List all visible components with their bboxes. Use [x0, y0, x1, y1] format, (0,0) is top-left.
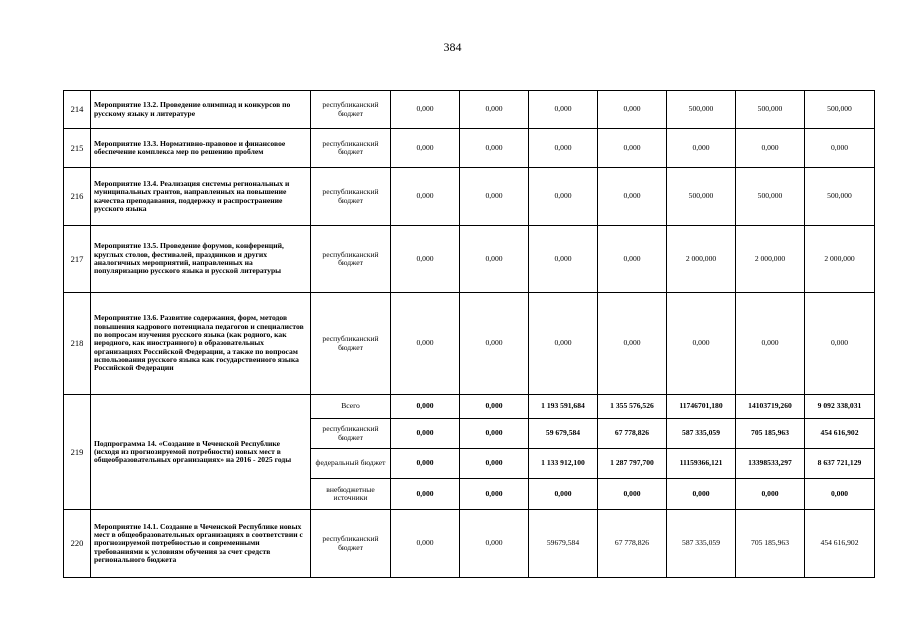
- value-cell: 9 092 338,031: [805, 395, 875, 419]
- value-cell: 0,000: [391, 510, 460, 578]
- value-cell: 0,000: [598, 226, 667, 293]
- value-cell: 500,000: [667, 91, 736, 129]
- value-cell: 1 287 797,700: [598, 449, 667, 479]
- funding-source: республиканский бюджет: [311, 168, 391, 226]
- funding-source: Всего: [311, 395, 391, 419]
- value-cell: 1 193 591,684: [529, 395, 598, 419]
- row-number: 217: [64, 226, 91, 293]
- funding-source: республиканский бюджет: [311, 91, 391, 129]
- value-cell: 0,000: [598, 168, 667, 226]
- funding-source: республиканский бюджет: [311, 129, 391, 168]
- value-cell: 0,000: [805, 479, 875, 510]
- value-cell: 2 000,000: [736, 226, 805, 293]
- row-number: 219: [64, 395, 91, 510]
- funding-source: республиканский бюджет: [311, 226, 391, 293]
- value-cell: 0,000: [460, 91, 529, 129]
- value-cell: 11746701,180: [667, 395, 736, 419]
- value-cell: 2 000,000: [805, 226, 875, 293]
- value-cell: 0,000: [667, 293, 736, 395]
- value-cell: 705 185,963: [736, 419, 805, 449]
- value-cell: 0,000: [391, 479, 460, 510]
- activity-name: Мероприятие 13.6. Развитие содержания, форм, методов повышения кадрового потенциала педагогов и специалистов по вопросам изучения русского языка (как родного, как неродного, как иностранного) в образовательных организациях Российской Федерации, а также по вопросам использования русского языка как государственного языка Российской Федерации: [91, 293, 311, 395]
- page-number: 384: [443, 40, 462, 54]
- value-cell: 0,000: [667, 129, 736, 168]
- activity-name: Мероприятие 13.3. Нормативно-правовое и финансовое обеспечение комплекса мер по решению проблем: [91, 129, 311, 168]
- value-cell: 0,000: [391, 129, 460, 168]
- value-cell: 0,000: [598, 129, 667, 168]
- value-cell: 454 616,902: [805, 510, 875, 578]
- table-row: [64, 510, 875, 578]
- value-cell: 587 335,059: [667, 419, 736, 449]
- value-cell: 0,000: [391, 91, 460, 129]
- value-cell: 13398533,297: [736, 449, 805, 479]
- value-cell: 454 616,902: [805, 419, 875, 449]
- value-cell: 0,000: [391, 226, 460, 293]
- funding-source: республиканский бюджет: [311, 510, 391, 578]
- row-number: 218: [64, 293, 91, 395]
- value-cell: 500,000: [736, 168, 805, 226]
- value-cell: 500,000: [667, 168, 736, 226]
- value-cell: 8 637 721,129: [805, 449, 875, 479]
- value-cell: 14103719,260: [736, 395, 805, 419]
- value-cell: 0,000: [667, 479, 736, 510]
- value-cell: 1 355 576,526: [598, 395, 667, 419]
- value-cell: 0,000: [529, 129, 598, 168]
- value-cell: 0,000: [460, 129, 529, 168]
- value-cell: 0,000: [391, 449, 460, 479]
- value-cell: 59 679,584: [529, 419, 598, 449]
- value-cell: 500,000: [805, 91, 875, 129]
- funding-source: федеральный бюджет: [311, 449, 391, 479]
- value-cell: 0,000: [460, 395, 529, 419]
- value-cell: 500,000: [805, 168, 875, 226]
- value-cell: 0,000: [736, 293, 805, 395]
- activity-name: Мероприятие 13.2. Проведение олимпиад и конкурсов по русскому языку и литературе: [91, 91, 311, 129]
- value-cell: 11159366,121: [667, 449, 736, 479]
- value-cell: 0,000: [391, 168, 460, 226]
- table-row: [64, 91, 875, 129]
- value-cell: 0,000: [598, 293, 667, 395]
- value-cell: 0,000: [529, 479, 598, 510]
- value-cell: 0,000: [736, 479, 805, 510]
- value-cell: 0,000: [529, 168, 598, 226]
- funding-source: республиканский бюджет: [311, 293, 391, 395]
- table-row: [64, 293, 875, 395]
- funding-source: внебюджетные источники: [311, 479, 391, 510]
- activity-name: Мероприятие 14.1. Создание в Чеченской Республике новых мест в общеобразовательных организациях в соответствии с прогнозируемой потребностью и современными требованиями к условиям обучения за счет средств регионального бюджета: [91, 510, 311, 578]
- value-cell: 0,000: [805, 293, 875, 395]
- activity-name: Мероприятие 13.5. Проведение форумов, конференций, круглых столов, фестивалей, праздников и других аналогичных мероприятий, направленных на популяризацию русского языка и русской литературы: [91, 226, 311, 293]
- value-cell: 0,000: [736, 129, 805, 168]
- table-row: [64, 168, 875, 226]
- value-cell: 0,000: [529, 91, 598, 129]
- value-cell: 0,000: [598, 91, 667, 129]
- table-row: [64, 226, 875, 293]
- value-cell: 0,000: [460, 293, 529, 395]
- value-cell: 0,000: [529, 293, 598, 395]
- table-row: [64, 129, 875, 168]
- value-cell: 67 778,826: [598, 510, 667, 578]
- value-cell: 0,000: [460, 226, 529, 293]
- value-cell: 1 133 912,100: [529, 449, 598, 479]
- value-cell: 587 335,059: [667, 510, 736, 578]
- value-cell: 0,000: [460, 449, 529, 479]
- value-cell: 0,000: [460, 168, 529, 226]
- value-cell: 2 000,000: [667, 226, 736, 293]
- value-cell: 0,000: [529, 226, 598, 293]
- value-cell: 705 185,963: [736, 510, 805, 578]
- value-cell: 0,000: [460, 479, 529, 510]
- value-cell: 67 778,826: [598, 419, 667, 449]
- activity-name: Мероприятие 13.4. Реализация системы региональных и муниципальных грантов, направленных на повышение качества преподавания, поддержку и распространение русского языка: [91, 168, 311, 226]
- value-cell: 0,000: [460, 510, 529, 578]
- value-cell: 0,000: [391, 395, 460, 419]
- value-cell: 59679,584: [529, 510, 598, 578]
- row-number: 220: [64, 510, 91, 578]
- row-number: 214: [64, 91, 91, 129]
- value-cell: 0,000: [391, 293, 460, 395]
- row-number: 216: [64, 168, 91, 226]
- value-cell: 0,000: [805, 129, 875, 168]
- table-row: [64, 395, 875, 419]
- value-cell: 500,000: [736, 91, 805, 129]
- funding-source: республиканский бюджет: [311, 419, 391, 449]
- row-number: 215: [64, 129, 91, 168]
- subprogram-name: Подпрограмма 14. «Создание в Чеченской Республике (исходя из прогнозируемой потребности) новых мест в общеобразовательных организациях» на 2016 - 2025 годы: [91, 395, 311, 510]
- value-cell: 0,000: [391, 419, 460, 449]
- value-cell: 0,000: [598, 479, 667, 510]
- budget-table: [63, 90, 875, 578]
- value-cell: 0,000: [460, 419, 529, 449]
